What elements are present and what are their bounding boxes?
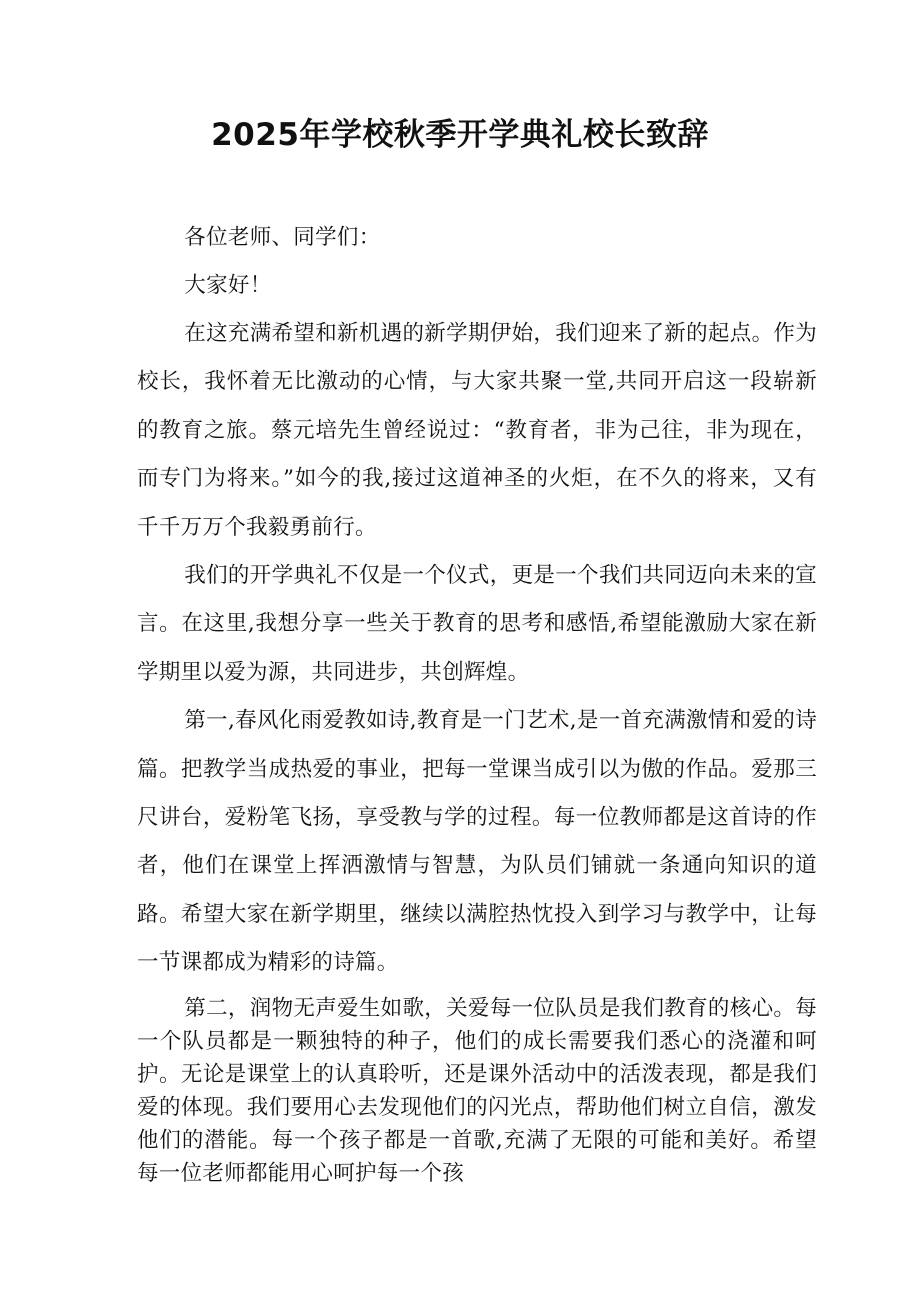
document-title: 2025年学校秋季开学典礼校长致辞: [211, 117, 709, 153]
body-paragraph-3: 第一,春风化雨爱教如诗,教育是一门艺术,是一首充满激情和爱的诗篇。把教学当成热爱的事业，把每一堂课当成引以为傲的作品。爱那三尺讲台，爱粉笔飞扬，享受教与学的过程。每一位教师都是这首诗的作者，他们在课堂上挥洒激情与智慧，为队员们铺就一条通向知识的道路。希望大家在新学期里，继续以满腔热忱投入到学习与教学中，让每一节课都成为精彩的诗篇。: [137, 708, 817, 976]
body-section-upper: [137, 310, 817, 988]
greeting: 大家好！: [184, 273, 272, 298]
body-paragraph-4: 第二，润物无声爱生如歌，关爱每一位队员是我们教育的核心。每一个队员都是一颗独特的种子，他们的成长需要我们悉心的浇灌和呵护。无论是课堂上的认真聆听，还是课外活动中的活泼表现，都是我们爱的体现。我们要用心去发现他们的闪光点，帮助他们树立自信，激发他们的潜能。每一个孩子都是一首歌,充满了无限的可能和美好。希望每一位老师都能用心呵护每一个孩: [137, 996, 817, 1186]
salutation: 各位老师、同学们：: [184, 225, 381, 250]
body-paragraph-1: 在这充满希望和新机遇的新学期伊始，我们迎来了新的起点。作为校长，我怀着无比激动的心情，与大家共聚一堂,共同开启这一段崭新的教育之旅。蔡元培先生曾经说过：“教育者，非为己往，非为现在，而专门为将来。”如今的我,接过这道神圣的火炬，在不久的将来，又有千千万万个我毅勇前行。: [137, 321, 817, 540]
body-paragraph-2: 我们的开学典礼不仅是一个仪式，更是一个我们共同迈向未来的宣言。在这里,我想分享一些关于教育的思考和感悟,希望能激励大家在新学期里以爱为源，共同进步，共创辉煌。: [137, 563, 817, 685]
